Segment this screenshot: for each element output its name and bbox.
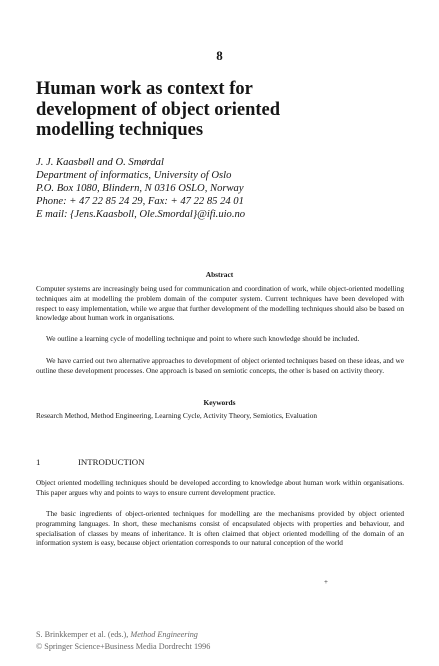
margin-mark: + — [324, 578, 328, 586]
title-line: Human work as context for — [36, 79, 253, 99]
paper-title — [36, 79, 416, 141]
section-title: INTRODUCTION — [78, 457, 145, 467]
footer-book-title: Method Engineering — [130, 630, 198, 639]
title-line: modelling techniques — [36, 120, 204, 140]
body-paragraph: Object oriented modelling techniques should be developed according to knowledge about human work within organisations. This paper argues why and points to ways to ensure current development practice. — [36, 478, 404, 497]
author-phone-fax: Phone: + 47 22 85 24 29, Fax: + 47 22 85 24 01 — [36, 195, 244, 207]
author-address: P.O. Box 1080, Blindern, N 0316 OSLO, Norway — [36, 182, 244, 194]
author-email: E mail: {Jens.Kaasboll, Ole.Smordal}@ifi.uio.no — [36, 208, 246, 220]
abstract-paragraph: We outline a learning cycle of modelling technique and point to where such knowledge should be included. — [46, 334, 360, 343]
section-heading — [36, 457, 144, 467]
footer-citation: S. Brinkkemper et al. (eds.), Method Engineering — [36, 630, 198, 639]
copyright-footer — [36, 629, 210, 653]
author-block — [36, 157, 416, 222]
title-line: development of object oriented — [36, 99, 281, 120]
author-department: Department of informatics, University of Oslo — [36, 169, 232, 181]
body-paragraph: The basic ingredients of object-oriented techniques for modelling are the mechanisms provided by object oriented programming languages. In short, these mechanisms consist of encapsulated objects with properties and behaviour, and specialisation of classes by means of inheritance. It is often claimed that object oriented modelling of the domain of an information system is easy, because object orientation corresponds to our natural conception of the world — [36, 509, 404, 548]
keywords-heading: Keywords — [203, 398, 236, 407]
footer-copyright: © Springer Science+Business Media Dordrecht 1996 — [36, 642, 211, 651]
author-names: J. J. Kaasbøll and O. Smørdal — [36, 157, 164, 168]
abstract-paragraph: We have carried out two alternative approaches to development of object oriented techniques based on these ideas, and we outline these development processes. One approach is based on semiotic concepts, the other is based on activity theory. — [36, 356, 404, 375]
abstract-paragraph: Computer systems are increasingly being used for communication and coordination of work, while object-oriented modelling techniques aim at modelling the problem domain of the computer system. Current techniques have been developed with respect to easy implementation, while we argue that further development of the modelling techniques should also be based on knowledge about human work in organisations. — [36, 284, 404, 323]
abstract-heading: Abstract — [205, 270, 234, 279]
section-number: 1 — [36, 457, 41, 467]
chapter-number: 8 — [216, 48, 223, 63]
keywords-text: Research Method, Method Engineering, Learning Cycle, Activity Theory, Semiotics, Evaluation — [36, 411, 318, 420]
